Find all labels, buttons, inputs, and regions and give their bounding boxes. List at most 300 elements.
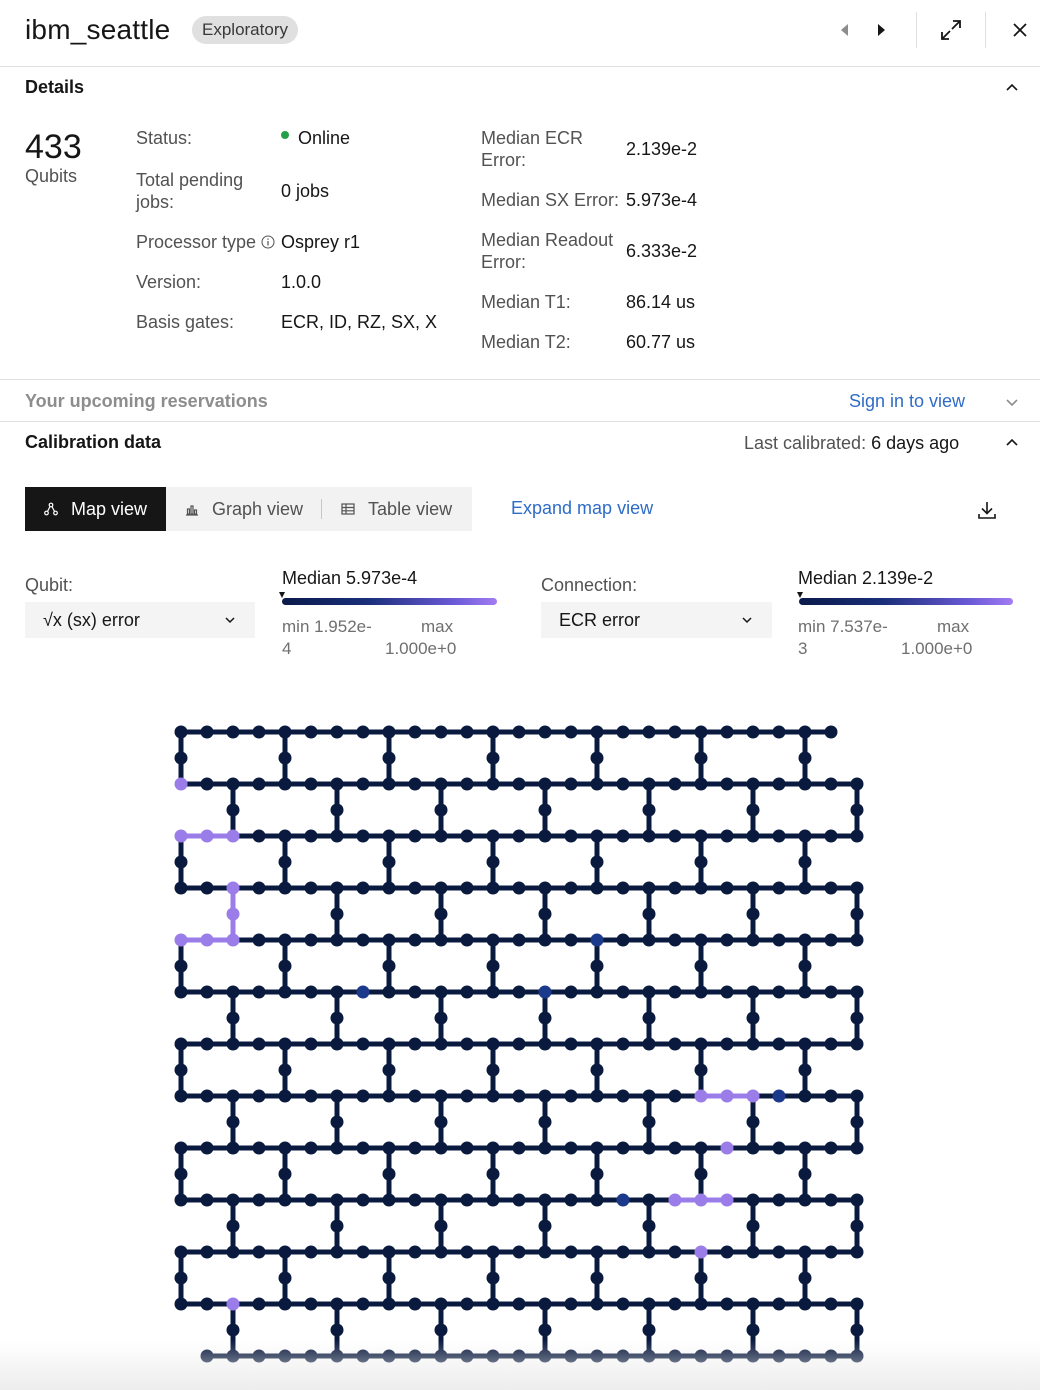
qubit-node bbox=[331, 804, 344, 817]
qubit-node bbox=[669, 882, 682, 895]
qubit-node bbox=[383, 778, 396, 791]
connection-max-line2: 1.000e+0 bbox=[901, 639, 973, 658]
qubit-node bbox=[383, 882, 396, 895]
qubit-node bbox=[409, 1194, 422, 1207]
qubit-node bbox=[825, 1246, 838, 1259]
qubit-node bbox=[539, 1324, 552, 1337]
qubit-node bbox=[201, 830, 214, 843]
qubit-node bbox=[773, 1142, 786, 1155]
qubit-node bbox=[799, 1064, 812, 1077]
maximize-icon bbox=[939, 18, 963, 42]
qubit-node bbox=[227, 778, 240, 791]
last-calibrated bbox=[744, 433, 959, 454]
qubit-node bbox=[643, 1246, 656, 1259]
qubit-node bbox=[799, 1142, 812, 1155]
expand-map-link[interactable]: Expand map view bbox=[511, 498, 654, 518]
qubit-node bbox=[617, 1246, 630, 1259]
qubit-node bbox=[279, 830, 292, 843]
qubit-node bbox=[565, 1142, 578, 1155]
qubit-node bbox=[435, 726, 448, 739]
qubit-node bbox=[851, 1012, 864, 1025]
qubit-node bbox=[695, 986, 708, 999]
qubit-node bbox=[279, 1298, 292, 1311]
qubit-node bbox=[669, 1194, 682, 1207]
qubit-node bbox=[539, 726, 552, 739]
qubit-node bbox=[747, 1038, 760, 1051]
qubit-node bbox=[435, 934, 448, 947]
view-switcher bbox=[25, 487, 472, 531]
qubit-node bbox=[513, 1142, 526, 1155]
qubit-node bbox=[175, 752, 188, 765]
qubit-node bbox=[721, 1298, 734, 1311]
connection-metric-select[interactable] bbox=[541, 602, 772, 638]
qubit-node bbox=[279, 1168, 292, 1181]
qubit-node bbox=[331, 882, 344, 895]
plan-tag: Exploratory bbox=[192, 16, 298, 44]
qubit-node bbox=[539, 778, 552, 791]
qubit-node bbox=[279, 726, 292, 739]
qubit-node bbox=[357, 1298, 370, 1311]
qubit-max-line1: max bbox=[421, 617, 454, 636]
basis-gates-label: Basis gates: bbox=[136, 312, 235, 332]
qubit-median: Median 5.973e-4 bbox=[282, 568, 418, 588]
calibration-section-header[interactable] bbox=[0, 422, 1040, 464]
qubit-node bbox=[279, 1038, 292, 1051]
chevron-up-icon[interactable] bbox=[1002, 432, 1022, 452]
qubit-node bbox=[643, 986, 656, 999]
header-divider bbox=[916, 12, 917, 48]
qubit-node bbox=[851, 934, 864, 947]
chevron-down-icon[interactable] bbox=[1002, 392, 1022, 412]
connection-metric-value: ECR error bbox=[559, 610, 641, 630]
qubit-node bbox=[383, 1272, 396, 1285]
qubit-node bbox=[669, 830, 682, 843]
version-label: Version: bbox=[136, 272, 202, 292]
qubit-node bbox=[331, 1220, 344, 1233]
qubit-node bbox=[565, 726, 578, 739]
qubit-node bbox=[279, 1194, 292, 1207]
qubit-node bbox=[435, 830, 448, 843]
qubit-node bbox=[383, 960, 396, 973]
qubit-node bbox=[851, 882, 864, 895]
qubit-node bbox=[279, 752, 292, 765]
qubit-node bbox=[487, 830, 500, 843]
qubit-node bbox=[305, 1038, 318, 1051]
qubit-node bbox=[357, 986, 370, 999]
qubit-node bbox=[773, 1298, 786, 1311]
qubit-node bbox=[435, 778, 448, 791]
qubit-node bbox=[513, 934, 526, 947]
qubit-node bbox=[279, 856, 292, 869]
section-divider bbox=[0, 379, 1040, 380]
median-ecr-value: 2.139e-2 bbox=[626, 139, 698, 159]
qubit-node bbox=[227, 1116, 240, 1129]
qubit-node bbox=[435, 1194, 448, 1207]
qubit-node bbox=[279, 1142, 292, 1155]
qubit-node bbox=[773, 1194, 786, 1207]
qubit-node bbox=[435, 882, 448, 895]
qubit-node bbox=[253, 1038, 266, 1051]
qubit-node bbox=[383, 1168, 396, 1181]
qubit-node bbox=[747, 1298, 760, 1311]
qubit-node bbox=[695, 882, 708, 895]
qubit-node bbox=[175, 1298, 188, 1311]
qubit-node bbox=[825, 778, 838, 791]
qubit-node bbox=[825, 1350, 838, 1363]
qubit-node bbox=[513, 778, 526, 791]
qubit-node bbox=[643, 1090, 656, 1103]
qubit-node bbox=[175, 856, 188, 869]
close-button[interactable] bbox=[1002, 12, 1038, 48]
qubit-node bbox=[591, 1298, 604, 1311]
qubit-node bbox=[487, 986, 500, 999]
status-value bbox=[281, 127, 350, 149]
qubit-node bbox=[409, 1038, 422, 1051]
qubit-node bbox=[617, 934, 630, 947]
qubit-node bbox=[409, 1298, 422, 1311]
qubit-node bbox=[747, 726, 760, 739]
qubit-node bbox=[617, 1194, 630, 1207]
qubit-node bbox=[487, 882, 500, 895]
qubit-node bbox=[435, 1350, 448, 1363]
qubit-node bbox=[643, 1220, 656, 1233]
qubit-node bbox=[591, 1272, 604, 1285]
qubit-node bbox=[747, 1116, 760, 1129]
maximize-button[interactable] bbox=[933, 12, 969, 48]
qubit-min-line1: min 1.952e- bbox=[282, 617, 372, 636]
qubit-node bbox=[591, 1246, 604, 1259]
qubit-node bbox=[383, 752, 396, 765]
qubit-node bbox=[227, 830, 240, 843]
qubit-node bbox=[513, 1090, 526, 1103]
qubit-node bbox=[227, 1012, 240, 1025]
qubit-node bbox=[435, 1090, 448, 1103]
qubit-node bbox=[305, 726, 318, 739]
qubit-node bbox=[695, 1064, 708, 1077]
qubit-node bbox=[695, 778, 708, 791]
qubit-node bbox=[591, 830, 604, 843]
qubit-node bbox=[409, 778, 422, 791]
qubit-node bbox=[253, 934, 266, 947]
processor-type-text: Processor type bbox=[136, 232, 257, 252]
qubit-node bbox=[591, 1142, 604, 1155]
qubit-node bbox=[253, 726, 266, 739]
qubit-node bbox=[331, 1090, 344, 1103]
qubit-node bbox=[253, 830, 266, 843]
qubit-node bbox=[435, 1038, 448, 1051]
qubit-node bbox=[253, 1090, 266, 1103]
qubit-node bbox=[513, 986, 526, 999]
sign-in-link[interactable]: Sign in to view bbox=[849, 391, 966, 411]
download-icon[interactable] bbox=[976, 499, 998, 521]
qubit-node bbox=[669, 1298, 682, 1311]
qubit-node bbox=[227, 1298, 240, 1311]
qubit-node bbox=[825, 882, 838, 895]
qubit-node bbox=[513, 1350, 526, 1363]
qubit-node bbox=[565, 830, 578, 843]
qubit-node bbox=[487, 726, 500, 739]
qubit-coupling-map[interactable] bbox=[0, 700, 1040, 1390]
median-readout-value: 6.333e-2 bbox=[626, 241, 698, 261]
qubit-node bbox=[825, 1090, 838, 1103]
qubit-node bbox=[799, 1038, 812, 1051]
qubit-node bbox=[383, 830, 396, 843]
qubit-node bbox=[799, 986, 812, 999]
qubit-node bbox=[591, 986, 604, 999]
qubit-node bbox=[253, 1194, 266, 1207]
qubit-node bbox=[331, 830, 344, 843]
qubit-node bbox=[435, 1246, 448, 1259]
qubit-node bbox=[721, 726, 734, 739]
qubit-node bbox=[409, 882, 422, 895]
information-icon[interactable] bbox=[261, 235, 275, 249]
qubit-node bbox=[851, 1350, 864, 1363]
qubit-node bbox=[825, 1298, 838, 1311]
tab-graph-view[interactable] bbox=[166, 487, 321, 531]
version-value: 1.0.0 bbox=[281, 272, 322, 292]
qubit-node bbox=[643, 1298, 656, 1311]
qubit-node bbox=[383, 934, 396, 947]
qubit-node bbox=[331, 1142, 344, 1155]
qubit-node bbox=[565, 1090, 578, 1103]
qubit-node bbox=[227, 908, 240, 921]
details-section-header[interactable] bbox=[0, 67, 1040, 109]
qubit-node bbox=[175, 934, 188, 947]
qubit-node bbox=[695, 1350, 708, 1363]
qubit-min-line2: 4 bbox=[282, 639, 292, 658]
qubit-node bbox=[357, 1038, 370, 1051]
qubit-node bbox=[695, 960, 708, 973]
status-dot-icon bbox=[281, 131, 289, 139]
qubit-node bbox=[357, 934, 370, 947]
qubit-node bbox=[279, 1272, 292, 1285]
qubit-node bbox=[227, 1142, 240, 1155]
qubit-node bbox=[721, 882, 734, 895]
qubit-node bbox=[539, 1142, 552, 1155]
qubit-node bbox=[461, 934, 474, 947]
qubit-node bbox=[409, 934, 422, 947]
connection-label: Connection: bbox=[541, 575, 638, 595]
qubit-node bbox=[461, 830, 474, 843]
qubit-node bbox=[175, 1194, 188, 1207]
qubit-node bbox=[305, 1142, 318, 1155]
pending-jobs-label: Total pending jobs: bbox=[136, 170, 244, 212]
connection-median: Median 2.139e-2 bbox=[798, 568, 934, 588]
qubit-node bbox=[175, 1142, 188, 1155]
qubit-node bbox=[773, 1090, 786, 1103]
qubit-node bbox=[201, 986, 214, 999]
qubit-node bbox=[591, 856, 604, 869]
qubit-node bbox=[825, 986, 838, 999]
qubit-node bbox=[773, 934, 786, 947]
qubit-node bbox=[825, 1142, 838, 1155]
qubit-node bbox=[669, 1350, 682, 1363]
qubit-node bbox=[487, 1298, 500, 1311]
qubit-node bbox=[409, 726, 422, 739]
qubit-node bbox=[305, 1350, 318, 1363]
caret-left-icon bbox=[838, 22, 850, 38]
qubit-node bbox=[461, 986, 474, 999]
qubit-node bbox=[357, 778, 370, 791]
status-text: Online bbox=[298, 128, 351, 148]
qubit-node bbox=[201, 1038, 214, 1051]
last-calibrated-value: 6 days ago bbox=[871, 433, 960, 453]
previous-button[interactable] bbox=[826, 12, 862, 48]
qubit-node bbox=[279, 960, 292, 973]
qubit-node bbox=[539, 986, 552, 999]
qubit-node bbox=[721, 1246, 734, 1259]
qubit-node bbox=[435, 1116, 448, 1129]
qubit-node bbox=[643, 830, 656, 843]
qubit-metric-select[interactable] bbox=[25, 602, 255, 638]
qubit-node bbox=[591, 726, 604, 739]
tab-label: Graph view bbox=[212, 498, 304, 519]
median-sx-value: 5.973e-4 bbox=[626, 190, 698, 210]
qubit-node bbox=[461, 1350, 474, 1363]
tab-map-view[interactable] bbox=[25, 487, 166, 531]
qubit-node bbox=[851, 1324, 864, 1337]
qubit-node bbox=[357, 1350, 370, 1363]
qubit-node bbox=[435, 1142, 448, 1155]
qubit-node bbox=[513, 1194, 526, 1207]
qubit-node bbox=[383, 1038, 396, 1051]
qubit-node bbox=[227, 726, 240, 739]
qubit-node bbox=[669, 1246, 682, 1259]
qubit-node bbox=[695, 934, 708, 947]
details-heading: Details bbox=[25, 77, 85, 97]
qubit-node bbox=[799, 934, 812, 947]
chevron-up-icon[interactable] bbox=[1002, 77, 1022, 97]
qubit-node bbox=[851, 1090, 864, 1103]
qubit-node bbox=[305, 882, 318, 895]
qubit-node bbox=[305, 1298, 318, 1311]
qubit-node bbox=[383, 1194, 396, 1207]
qubit-node bbox=[175, 882, 188, 895]
qubit-node bbox=[487, 856, 500, 869]
qubit-node bbox=[279, 1064, 292, 1077]
chevron-down-icon bbox=[740, 613, 754, 627]
qubit-node bbox=[591, 1168, 604, 1181]
qubit-node bbox=[357, 726, 370, 739]
qubit-node bbox=[305, 778, 318, 791]
connection-min-line1: min 7.537e- bbox=[798, 617, 888, 636]
qubit-node bbox=[331, 726, 344, 739]
qubit-node bbox=[409, 830, 422, 843]
qubit-node bbox=[305, 830, 318, 843]
qubit-node bbox=[331, 1324, 344, 1337]
qubit-node bbox=[565, 1246, 578, 1259]
qubit-node bbox=[591, 1038, 604, 1051]
qubit-node bbox=[851, 830, 864, 843]
qubit-node bbox=[409, 1090, 422, 1103]
qubit-node bbox=[305, 986, 318, 999]
qubit-node bbox=[461, 778, 474, 791]
qubit-node bbox=[643, 1350, 656, 1363]
qubit-node bbox=[357, 1090, 370, 1103]
qubit-node bbox=[799, 1246, 812, 1259]
qubit-node bbox=[799, 856, 812, 869]
qubit-node bbox=[461, 1194, 474, 1207]
qubit-node bbox=[695, 1246, 708, 1259]
median-sx-label: Median SX Error: bbox=[481, 190, 620, 210]
qubit-node bbox=[799, 830, 812, 843]
qubit-node bbox=[539, 1012, 552, 1025]
qubit-node bbox=[513, 882, 526, 895]
qubit-node bbox=[201, 1298, 214, 1311]
qubit-node bbox=[669, 778, 682, 791]
qubit-node bbox=[409, 1142, 422, 1155]
qubit-node bbox=[305, 1246, 318, 1259]
qubit-node bbox=[695, 726, 708, 739]
qubit-node bbox=[279, 1246, 292, 1259]
qubit-node bbox=[669, 986, 682, 999]
qubit-node bbox=[851, 1220, 864, 1233]
qubit-node bbox=[591, 752, 604, 765]
next-button[interactable] bbox=[864, 12, 900, 48]
qubit-node bbox=[201, 1194, 214, 1207]
qubit-node bbox=[175, 726, 188, 739]
qubit-node bbox=[539, 882, 552, 895]
qubit-node bbox=[539, 1194, 552, 1207]
qubit-node bbox=[643, 804, 656, 817]
qubit-node bbox=[721, 1350, 734, 1363]
qubit-node bbox=[799, 1090, 812, 1103]
qubit-node bbox=[721, 934, 734, 947]
qubit-node bbox=[643, 908, 656, 921]
median-ecr-label: Median ECR Error: bbox=[481, 128, 584, 170]
qubit-node bbox=[331, 1298, 344, 1311]
qubit-node bbox=[539, 1038, 552, 1051]
qubit-node bbox=[565, 882, 578, 895]
qubit-node bbox=[773, 1350, 786, 1363]
qubit-node bbox=[617, 1090, 630, 1103]
qubit-node bbox=[825, 726, 838, 739]
qubit-node bbox=[773, 1246, 786, 1259]
qubit-node bbox=[643, 882, 656, 895]
qubit-count-label: Qubits bbox=[25, 166, 78, 186]
qubit-node bbox=[487, 960, 500, 973]
qubit-node bbox=[617, 830, 630, 843]
qubit-node bbox=[799, 1194, 812, 1207]
qubit-node bbox=[383, 1298, 396, 1311]
qubit-node bbox=[305, 1090, 318, 1103]
qubit-metric-value: √x (sx) error bbox=[43, 610, 140, 630]
qubit-node bbox=[331, 1038, 344, 1051]
qubit-node bbox=[851, 1246, 864, 1259]
qubit-node bbox=[435, 986, 448, 999]
qubit-node bbox=[513, 1246, 526, 1259]
median-t1-value: 86.14 us bbox=[626, 292, 696, 312]
qubit-node bbox=[721, 1194, 734, 1207]
bar-chart-icon bbox=[184, 501, 200, 517]
qubit-node bbox=[409, 1246, 422, 1259]
qubit-node bbox=[305, 1194, 318, 1207]
qubit-node bbox=[487, 752, 500, 765]
qubit-node bbox=[201, 934, 214, 947]
connection-min-line2: 3 bbox=[798, 639, 808, 658]
tab-table-view[interactable] bbox=[322, 487, 470, 531]
qubit-node bbox=[253, 986, 266, 999]
qubit-node bbox=[721, 830, 734, 843]
qubit-node bbox=[539, 908, 552, 921]
qubit-node bbox=[851, 804, 864, 817]
qubit-node bbox=[591, 1064, 604, 1077]
qubit-node bbox=[565, 986, 578, 999]
qubit-node bbox=[279, 986, 292, 999]
qubit-node bbox=[617, 1298, 630, 1311]
panel-header bbox=[0, 0, 1040, 67]
qubit-node bbox=[721, 1038, 734, 1051]
